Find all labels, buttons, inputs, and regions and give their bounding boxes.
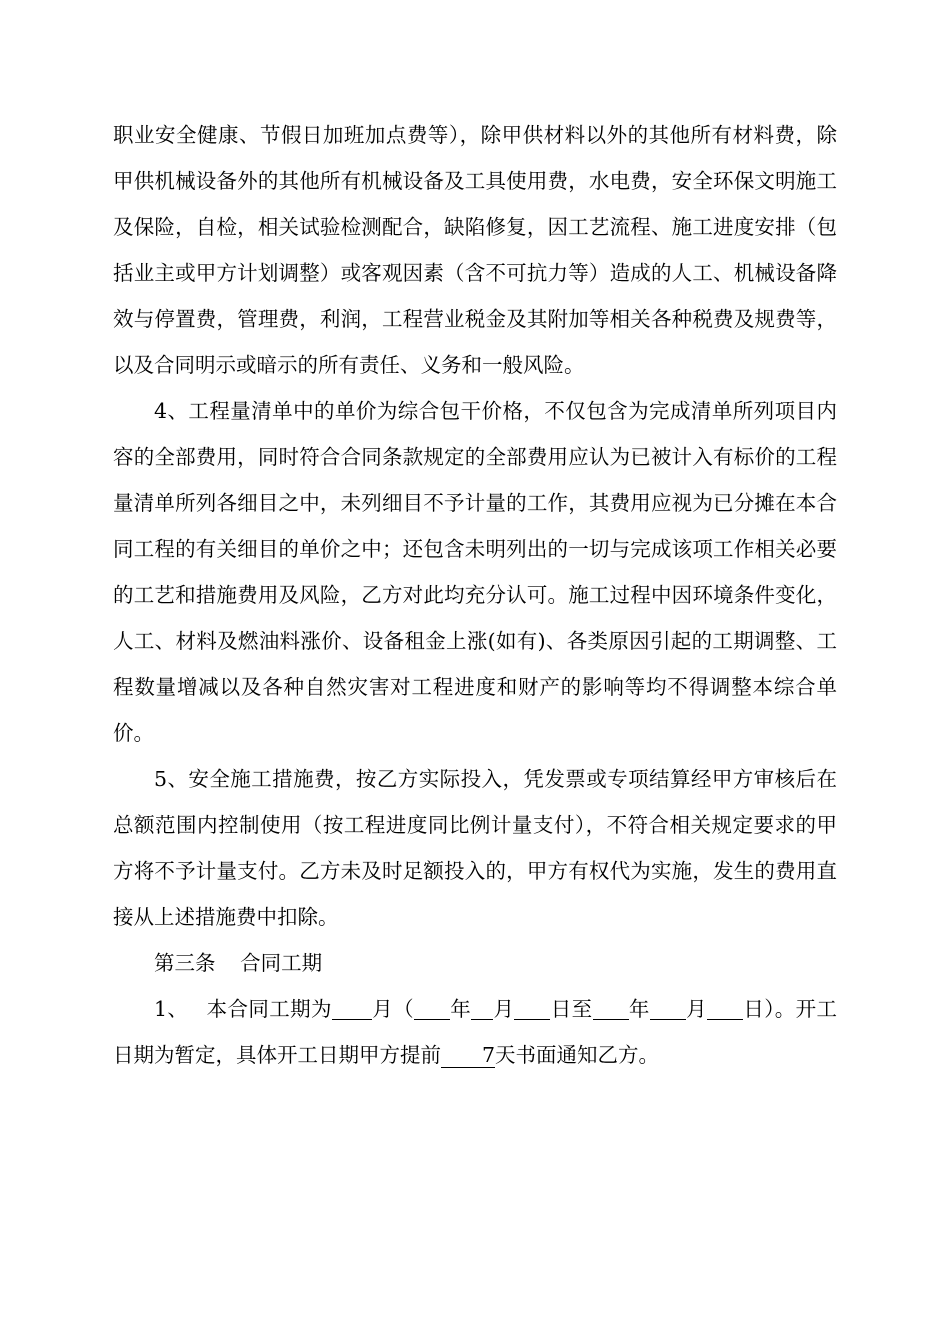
blank-end-year	[593, 995, 629, 1020]
paragraph-clause-4: 4、工程量清单中的单价为综合包干价格，不仅包含为完成清单所列项目内容的全部费用，同时符合合同条款规定的全部费用应认为已被计入有标价的工程量清单所列各细目之中，未列细目不予计量的工作，其费用应视为已分摊在本合同工程的有关细目的单价之中；还包含未明列出的一切与完成该项工作相关必要的工艺和措施费用及风险，乙方对此均充分认可。施工过程中因环境条件变化，人工、材料及燃油料涨价、设备租金上涨(如有)、各类原因引起的工期调整、工程数量增减以及各种自然灾害对工程进度和财产的影响等均不得调整本综合单价。	[113, 399, 837, 745]
blank-start-day	[514, 995, 550, 1020]
paragraph-clause-5: 5、安全施工措施费，按乙方实际投入，凭发票或专项结算经甲方审核后在总额范围内控制使用（按工程进度同比例计量支付），不符合相关规定要求的甲方将不予计量支付。乙方未及时足额投入的，甲方有权代为实施，发生的费用直接从上述措施费中扣除。	[113, 767, 837, 929]
clause-1-text-months: 月（	[371, 997, 414, 1021]
paragraph-continuation: 职业安全健康、节假日加班加点费等），除甲供材料以外的其他所有材料费，除甲供机械设备外的其他所有机械设备及工具使用费，水电费，安全环保文明施工及保险，自检，相关试验检测配合，缺陷修复，因工艺流程、施工进度安排（包括业主或甲方计划调整）或客观因素（含不可抗力等）造成的人工、机械设备降效与停置费，管理费，利润，工程营业税金及其附加等相关各种税费及规费等，以及合同明示或暗示的所有责任、义务和一般风险。	[113, 123, 837, 377]
notice-days-value: 7	[441, 1043, 495, 1068]
clause-1-text-month-2: 月	[685, 997, 707, 1021]
clause-1-text-day-to: 日至	[550, 997, 593, 1021]
blank-end-day	[707, 995, 743, 1020]
document-body	[113, 112, 837, 1078]
blank-duration-months	[332, 995, 372, 1020]
clause-1-text-duration: 本合同工期为	[206, 997, 332, 1021]
paragraph-article-3-clause-1	[113, 986, 837, 1078]
article-3-heading	[113, 940, 837, 986]
clause-1-number: 1、	[154, 997, 189, 1021]
clause-1-text-start-date: 日）。开工日期为暂定，具体开工日期甲方提前	[113, 997, 838, 1067]
article-3-title: 合同工期	[240, 951, 323, 975]
article-3-number: 第三条	[154, 951, 216, 975]
clause-1-text-year-1: 年	[449, 997, 472, 1021]
clause-1-text-notice: 天书面通知乙方。	[495, 1043, 660, 1067]
clause-1-text-month-1: 月	[493, 997, 515, 1021]
blank-start-month	[471, 995, 493, 1020]
clause-1-text-year-2: 年	[628, 997, 650, 1021]
blank-start-year	[414, 995, 450, 1020]
blank-end-month	[650, 995, 686, 1020]
